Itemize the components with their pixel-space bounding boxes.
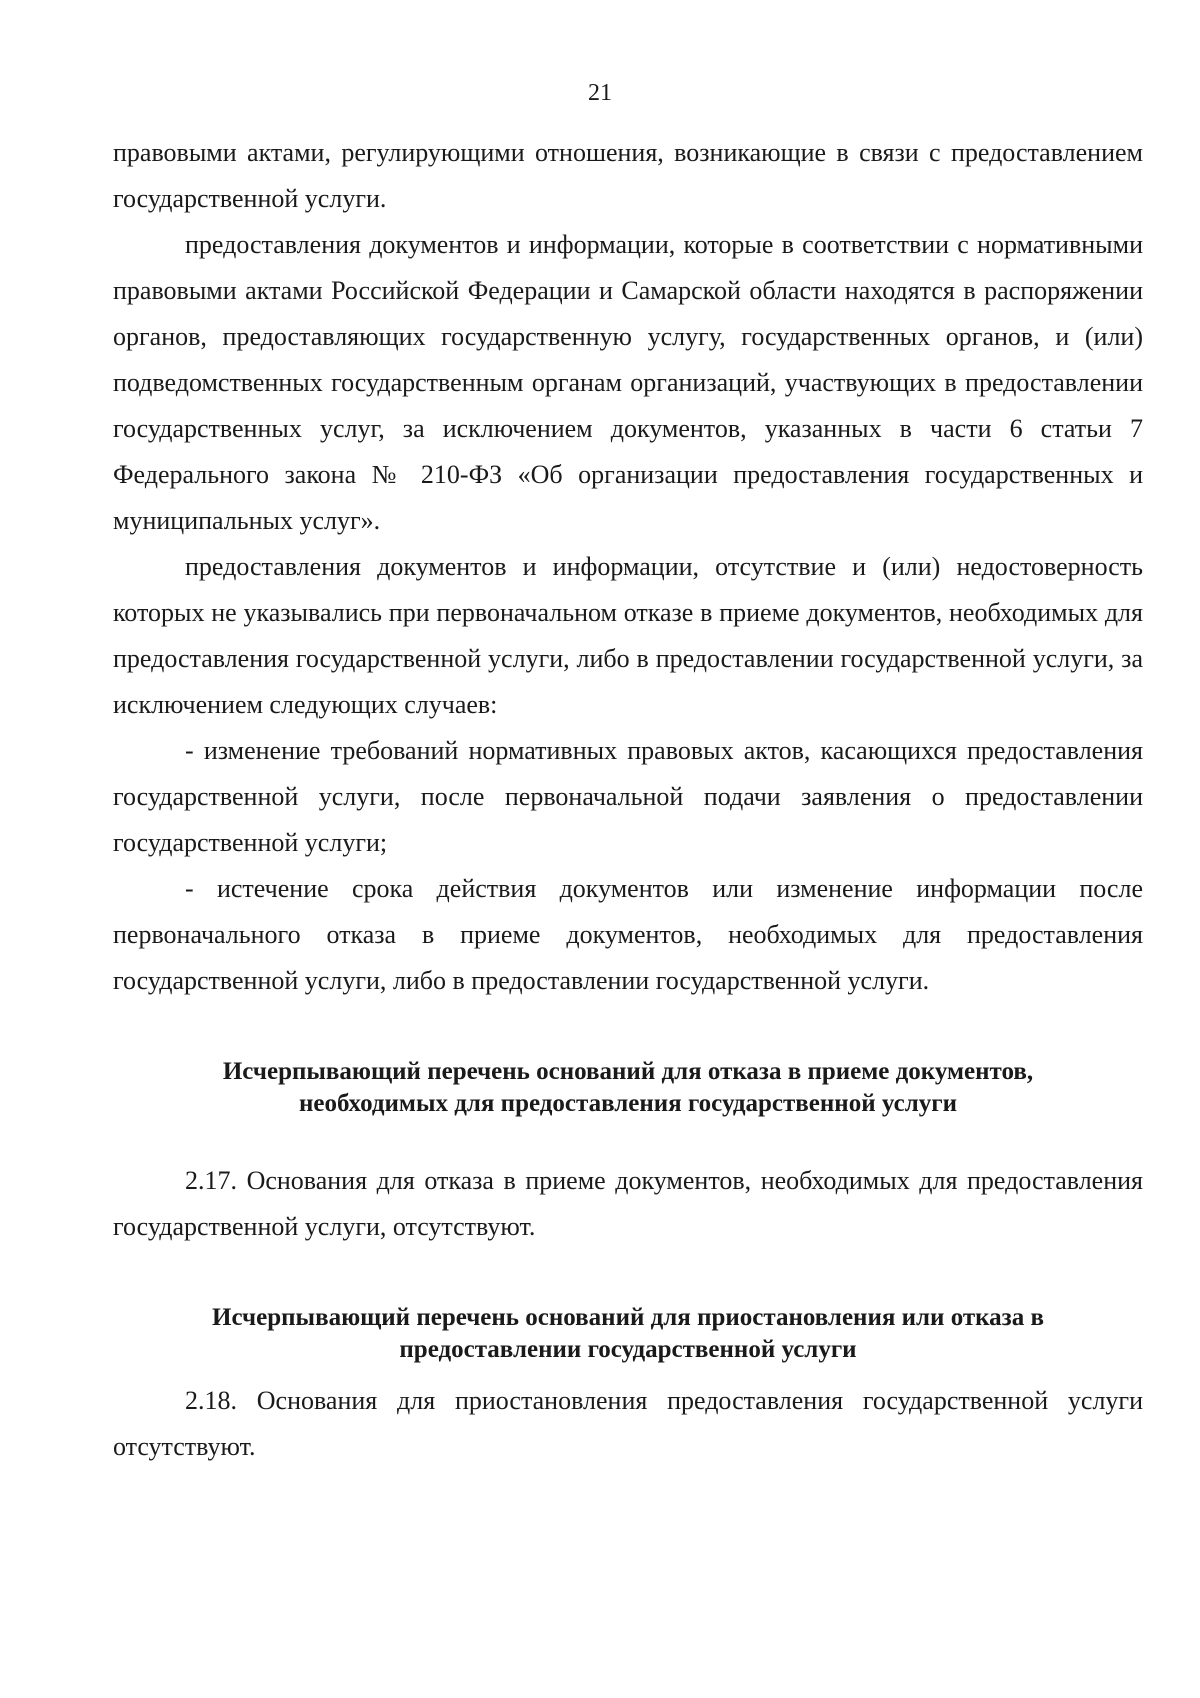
list-item-expiry: - истечение срока действия документов или изменение информации после первоначального отказа в приеме документов, необходимых для предоставления государственной услуги, либо в предоставлении государственной услуги. xyxy=(113,874,1143,995)
heading-line: необходимых для предоставления государственной услуги xyxy=(299,1090,957,1117)
heading-line: Исчерпывающий перечень оснований для отказа в приеме документов, xyxy=(222,1058,1034,1085)
heading-line: предоставлении государственной услуги xyxy=(399,1336,857,1363)
paragraph-continuation: правовыми актами, регулирующими отношения, возникающие в связи с предоставлением государственной услуги. xyxy=(113,138,1143,213)
paragraph-documents-in-possession: предоставления документов и информации, которые в соответствии с нормативными правовыми актами Российской Федерации и Самарской области находятся в распоряжении органов, предоставляющих государственную услугу, государственных органов, и (или) подведомственных государственным органам организаций, участвующих в предоставлении государственных услуг, за исключением документов, указанных в части 6 статьи 7 Федерального закона № 210-ФЗ «Об организации предоставления государственных и муниципальных услуг». xyxy=(113,230,1143,535)
paragraph-2-17: 2.17. Основания для отказа в приеме документов, необходимых для предоставления государственной услуги, отсутствуют. xyxy=(113,1166,1143,1241)
heading-line: Исчерпывающий перечень оснований для приостановления или отказа в xyxy=(212,1304,1044,1331)
page-number: 21 xyxy=(588,80,612,106)
section-heading-refusal-reception xyxy=(113,1056,1143,1120)
paragraph-missing-documents: предоставления документов и информации, отсутствие и (или) недостоверность которых не указывались при первоначальном отказе в приеме документов, необходимых для предоставления государственной услуги, либо в предоставлении государственной услуги, за исключением следующих случаев: xyxy=(113,552,1143,719)
section-heading-suspension xyxy=(113,1302,1143,1366)
paragraph-2-18: 2.18. Основания для приостановления предоставления государственной услуги отсутствуют. xyxy=(113,1386,1143,1461)
page-content xyxy=(113,130,1143,1470)
list-item-requirements-change: - изменение требований нормативных правовых актов, касающихся предоставления государственной услуги, после первоначальной подачи заявления о предоставлении государственной услуги; xyxy=(113,736,1143,857)
